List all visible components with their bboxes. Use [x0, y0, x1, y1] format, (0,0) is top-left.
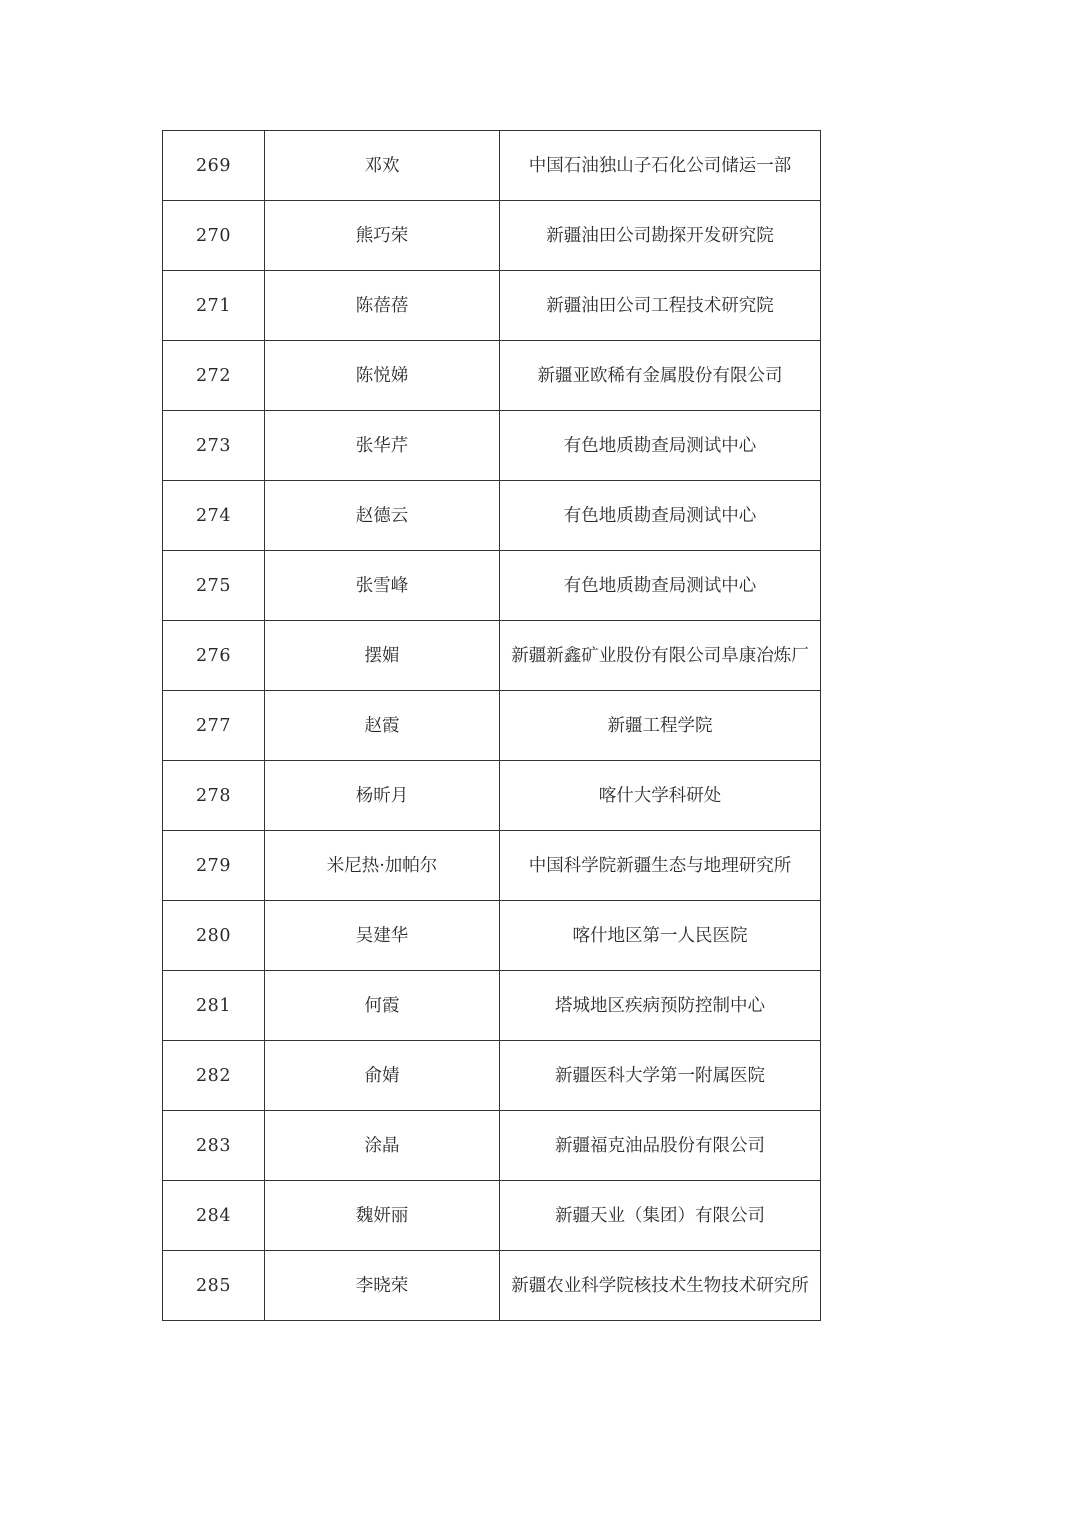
row-number: 275: [163, 551, 265, 621]
table-row: [163, 131, 821, 201]
organization: 新疆油田公司勘探开发研究院: [500, 201, 821, 271]
organization: 有色地质勘查局测试中心: [500, 551, 821, 621]
person-name: 熊巧荣: [265, 201, 500, 271]
person-name: 邓欢: [265, 131, 500, 201]
person-name: 吴建华: [265, 901, 500, 971]
organization: 新疆新鑫矿业股份有限公司阜康冶炼厂: [500, 621, 821, 691]
row-number: 273: [163, 411, 265, 481]
row-number: 271: [163, 271, 265, 341]
organization: 新疆福克油品股份有限公司: [500, 1111, 821, 1181]
organization: 塔城地区疾病预防控制中心: [500, 971, 821, 1041]
person-name: 李晓荣: [265, 1251, 500, 1321]
table-row: [163, 691, 821, 761]
organization: 喀什地区第一人民医院: [500, 901, 821, 971]
row-number: 285: [163, 1251, 265, 1321]
organization: 新疆工程学院: [500, 691, 821, 761]
person-name: 俞婧: [265, 1041, 500, 1111]
row-number: 276: [163, 621, 265, 691]
person-name: 杨昕月: [265, 761, 500, 831]
row-number: 280: [163, 901, 265, 971]
table-row: [163, 901, 821, 971]
table-row: [163, 621, 821, 691]
person-name: 陈蓓蓓: [265, 271, 500, 341]
table-row: [163, 271, 821, 341]
row-number: 274: [163, 481, 265, 551]
person-name: 米尼热·加帕尔: [265, 831, 500, 901]
organization: 新疆医科大学第一附属医院: [500, 1041, 821, 1111]
table-row: [163, 481, 821, 551]
organization: 新疆亚欧稀有金属股份有限公司: [500, 341, 821, 411]
table-row: [163, 551, 821, 621]
table-row: [163, 411, 821, 481]
organization: 新疆农业科学院核技术生物技术研究所: [500, 1251, 821, 1321]
row-number: 281: [163, 971, 265, 1041]
organization: 有色地质勘查局测试中心: [500, 481, 821, 551]
person-name: 赵霞: [265, 691, 500, 761]
row-number: 270: [163, 201, 265, 271]
table-row: [163, 201, 821, 271]
person-name: 赵德云: [265, 481, 500, 551]
organization: 新疆天业（集团）有限公司: [500, 1181, 821, 1251]
person-name: 张华芹: [265, 411, 500, 481]
table-row: [163, 341, 821, 411]
person-name: 涂晶: [265, 1111, 500, 1181]
row-number: 279: [163, 831, 265, 901]
row-number: 269: [163, 131, 265, 201]
person-name: 张雪峰: [265, 551, 500, 621]
row-number: 282: [163, 1041, 265, 1111]
roster-table: [162, 130, 821, 1321]
table-row: [163, 831, 821, 901]
table-row: [163, 971, 821, 1041]
organization: 喀什大学科研处: [500, 761, 821, 831]
organization: 中国科学院新疆生态与地理研究所: [500, 831, 821, 901]
table-row: [163, 1251, 821, 1321]
person-name: 摆媚: [265, 621, 500, 691]
person-name: 魏妍丽: [265, 1181, 500, 1251]
table-row: [163, 1181, 821, 1251]
person-name: 陈悦娣: [265, 341, 500, 411]
row-number: 278: [163, 761, 265, 831]
roster-table-body: [163, 131, 821, 1321]
row-number: 284: [163, 1181, 265, 1251]
organization: 中国石油独山子石化公司储运一部: [500, 131, 821, 201]
organization: 新疆油田公司工程技术研究院: [500, 271, 821, 341]
table-row: [163, 1041, 821, 1111]
person-name: 何霞: [265, 971, 500, 1041]
table-row: [163, 761, 821, 831]
row-number: 283: [163, 1111, 265, 1181]
table-row: [163, 1111, 821, 1181]
row-number: 277: [163, 691, 265, 761]
organization: 有色地质勘查局测试中心: [500, 411, 821, 481]
row-number: 272: [163, 341, 265, 411]
